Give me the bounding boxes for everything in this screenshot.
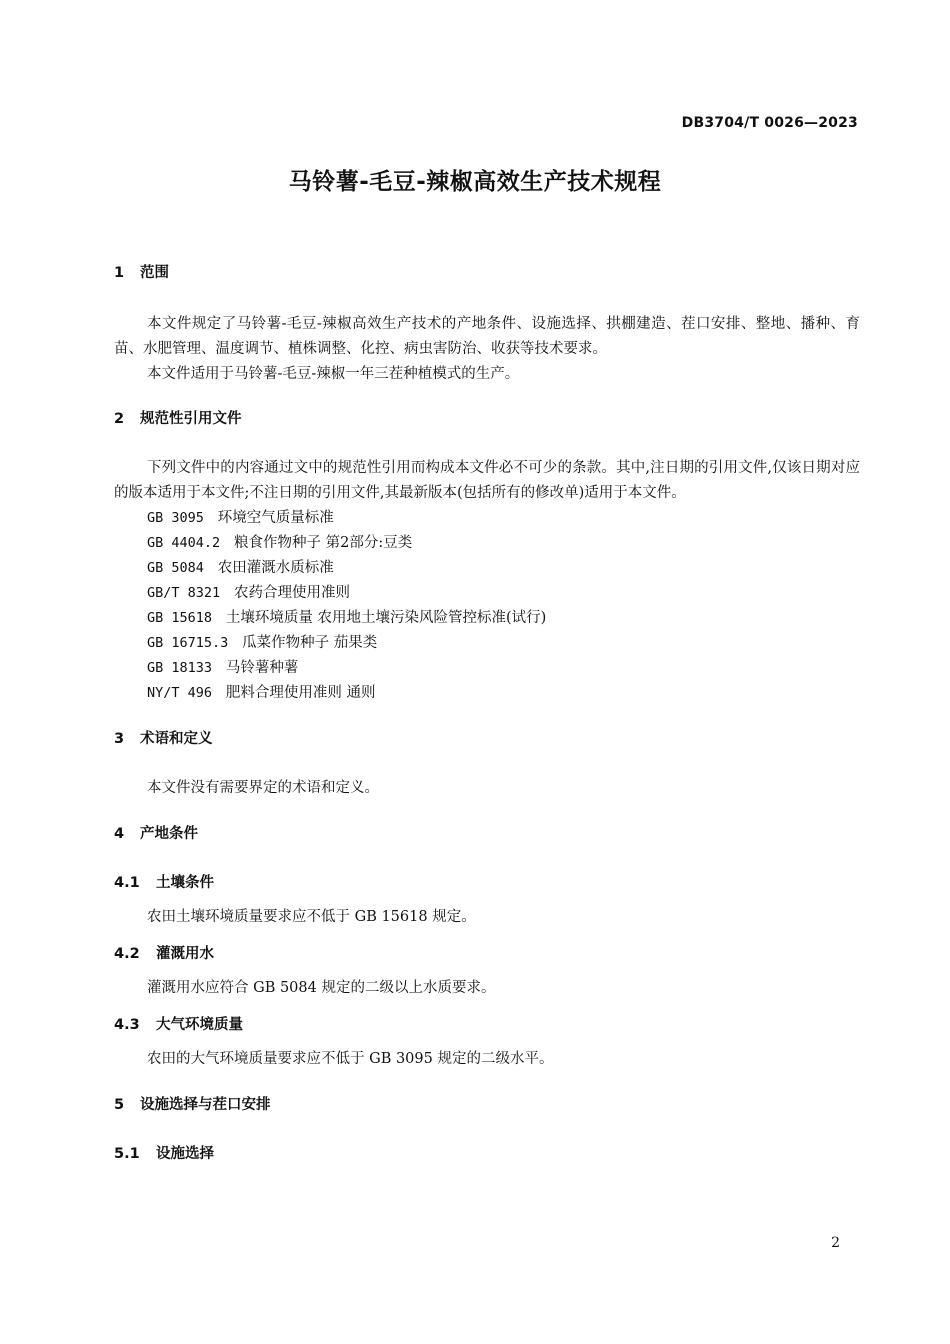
section-heading-scope [114,262,860,284]
reference-code: GB 4404.2 [147,535,221,551]
subsection-heading-facility-selection [114,1143,860,1165]
section-title: 术语和定义 [140,731,213,747]
document-title: 马铃薯-毛豆-辣椒高效生产技术规程 [288,169,662,195]
paragraph: 本文件适用于马铃薯-毛豆-辣椒一年三茬种植模式的生产。 [147,366,520,382]
document-body [114,262,860,1165]
reference-name: 粮食作物种子 第2部分:豆类 [233,535,413,551]
section-title: 规范性引用文件 [140,411,242,427]
reference-item [147,556,860,581]
reference-code: GB 15618 [147,610,213,626]
subsection-number: 4.2 [114,946,140,962]
reference-name: 土壤环境质量 农用地土壤污染风险管控标准(试行) [225,610,547,626]
reference-code: GB 5084 [147,560,204,576]
section-heading-site-conditions [114,823,860,845]
paragraph: 灌溉用水应符合 GB 5084 规定的二级以上水质要求。 [147,980,496,996]
subsection-number: 4.1 [114,875,140,891]
reference-code: GB 3095 [147,510,204,526]
section-title: 设施选择与茬口安排 [140,1097,271,1113]
document-code: DB3704/T 0026—2023 [681,115,858,131]
reference-item [147,531,860,556]
reference-name: 农药合理使用准则 [233,585,350,601]
subsection-heading-irrigation [114,943,860,965]
reference-name: 肥料合理使用准则 通则 [225,685,376,701]
paragraph: 本文件规定了马铃薯-毛豆-辣椒高效生产技术的产地条件、设施选择、拱棚建造、茬口安排、整地、播种、育苗、水肥管理、温度调节、植株调整、化控、病虫害防治、收获等技术要求。 [114,316,860,357]
reference-code: GB/T 8321 [147,585,221,601]
reference-name: 环境空气质量标准 [217,510,334,526]
section-heading-normative-references [114,408,860,430]
reference-name: 农田灌溉水质标准 [217,560,334,576]
reference-item [147,656,860,681]
reference-item [147,606,860,631]
section-number: 3 [114,731,125,747]
page-number: 2 [831,1235,840,1251]
paragraph: 农田的大气环境质量要求应不低于 GB 3095 规定的二级水平。 [147,1051,554,1067]
paragraph: 下列文件中的内容通过文中的规范性引用而构成本文件必不可少的条款。其中,注日期的引用文件,仅该日期对应的版本适用于本文件;不注日期的引用文件,其最新版本(包括所有的修改单)适用于本文件。 [114,460,860,501]
subsection-heading-soil [114,872,860,894]
section-number: 4 [114,826,125,842]
reference-item [147,506,860,531]
section-title: 范围 [140,265,169,281]
subsection-title: 土壤条件 [156,875,214,891]
section-heading-terms [114,728,860,750]
reference-item [147,631,860,656]
reference-name: 马铃薯种薯 [225,660,299,676]
reference-item [147,681,860,706]
paragraph: 本文件没有需要界定的术语和定义。 [147,780,379,796]
reference-code: NY/T 496 [147,685,213,701]
reference-code: GB 18133 [147,660,213,676]
section-number: 2 [114,411,125,427]
reference-name: 瓜菜作物种子 茄果类 [242,635,378,651]
subsection-number: 4.3 [114,1017,140,1033]
section-number: 1 [114,265,125,281]
reference-code: GB 16715.3 [147,635,229,651]
subsection-number: 5.1 [114,1146,140,1162]
section-heading-facilities [114,1094,860,1116]
subsection-title: 设施选择 [156,1146,214,1162]
section-title: 产地条件 [140,826,198,842]
subsection-title: 大气环境质量 [156,1017,243,1033]
subsection-title: 灌溉用水 [156,946,214,962]
section-number: 5 [114,1097,125,1113]
reference-item [147,581,860,606]
paragraph: 农田土壤环境质量要求应不低于 GB 15618 规定。 [147,909,476,925]
subsection-heading-air-quality [114,1014,860,1036]
